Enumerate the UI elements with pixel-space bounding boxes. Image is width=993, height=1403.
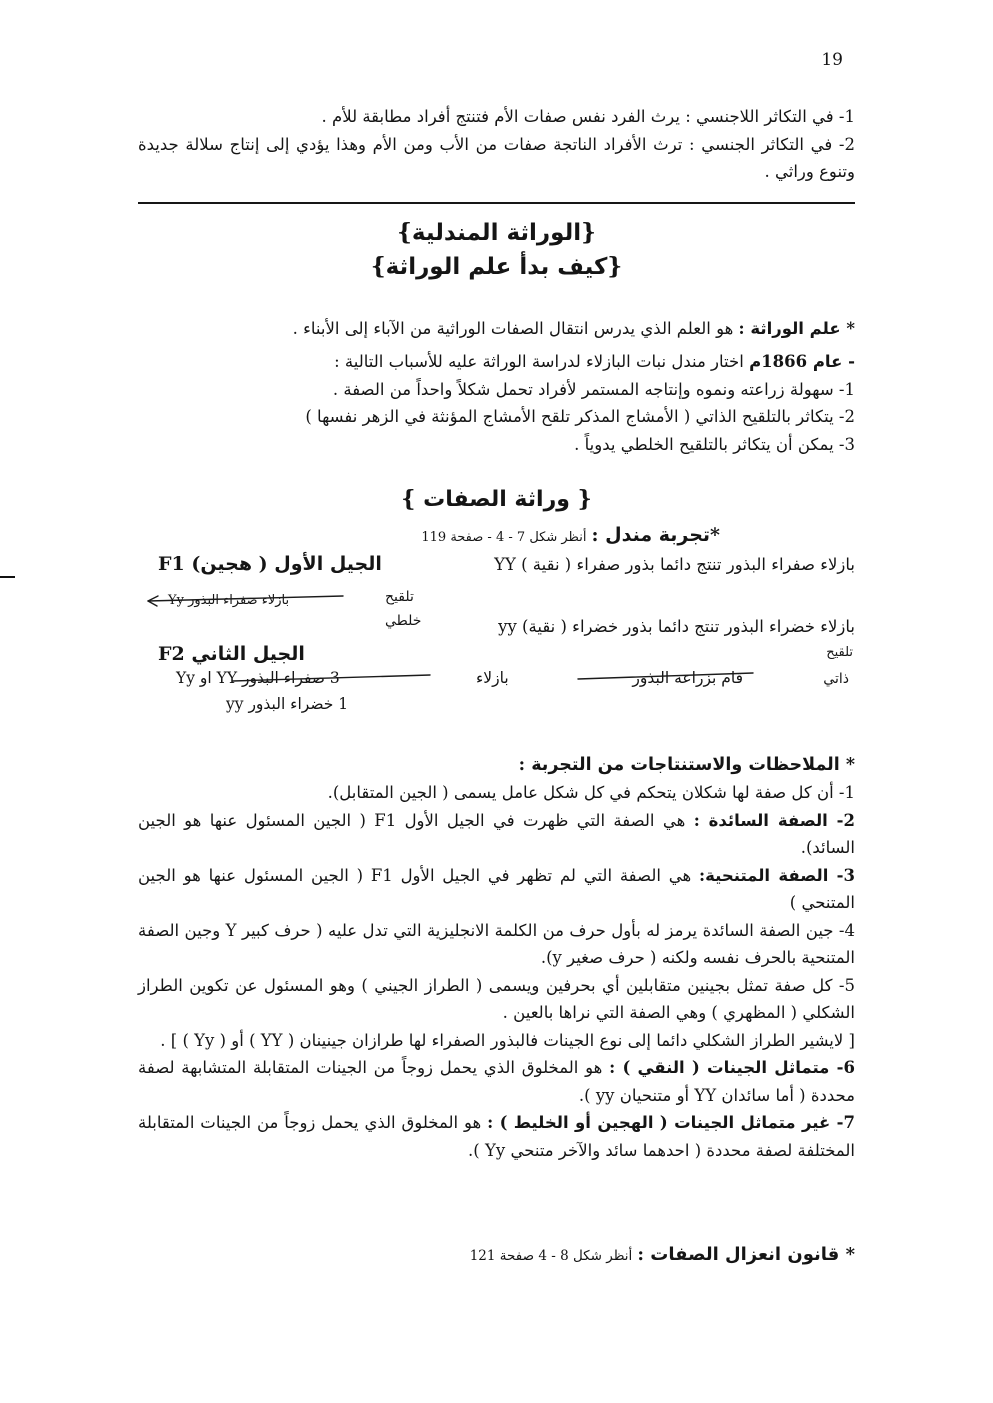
observation-3-recessive-trait bbox=[138, 862, 855, 917]
sexual-reproduction-line: 2- في التكاثر الجنسي : ترث الأفراد الناتجة صفات من الأب ومن الأم وهذا يؤدي إلى إنتاج سلالة جديدة وتنوع وراثي . bbox=[138, 134, 855, 181]
reason-3: 3- يمكن أن يتكاثر بالتلقيح الخلطي يدوياً . bbox=[574, 434, 855, 454]
yellow-seeds-ratio: 3 صفراء البذور YY او Yy bbox=[176, 669, 340, 687]
page-content bbox=[138, 103, 855, 1269]
heading-how-genetics-began: {كيف بدأ علم الوراثة} bbox=[370, 252, 623, 280]
green-seed-pea-line: بازلاء خضراء البذور تنتج دائما بذور خضراء ( نقية) yy bbox=[498, 617, 855, 636]
observation-5: 5- كل صفة تمثل بجينين متقابلين أي بحرفين ويسمى ( الطراز الجيني ) وهو المسئول عن تكوين الطراز الشكلي ( المظهري ) وهي الصفة التي نراها بالعين . bbox=[138, 975, 855, 1022]
yellow-seed-pea-line: بازلاء صفراء البذور تنتج دائما بذور صفراء ( نقية ) YY bbox=[494, 555, 855, 574]
experiment-lead: *تجربة مندل : bbox=[591, 524, 720, 546]
homozygous-text: هو المخلوق الذي يحمل زوجاً من الجينات المتقابلة المتشابهة لصفة محددة ( أما سائدان YY أو متنحيان yy ). bbox=[138, 1058, 855, 1105]
observations-title: * الملاحظات والاستنتاجات من التجربة : bbox=[518, 755, 855, 775]
f1-generation-label: الجيل الأول ( هجين) F1 bbox=[158, 553, 382, 575]
year-lead: - عام 1866م bbox=[749, 352, 855, 371]
observation-4: 4- جين الصفة السائدة يرمز له بأول حرف من الكلمة الانجليزية التي تدل عليه ( حرف كبير Y وجين الصفة المتنحية بالحرف نفسه ولكنه ( حرف صغير y). bbox=[138, 920, 855, 967]
genetics-term: * علم الوراثة : bbox=[738, 318, 855, 338]
strike-arrowhead bbox=[148, 596, 158, 606]
heterozygous-term: 7- غير متماثل الجينات ( الهجين أو الخليط ) : bbox=[487, 1113, 855, 1132]
peas-word: بازلاء bbox=[476, 669, 509, 687]
observation-6-homozygous bbox=[138, 1054, 855, 1109]
figure-reference-121: أنظر شكل 8 - 4 صفحة 121 bbox=[469, 1248, 633, 1264]
observation-1: 1- أن كل صفة لها شكلان يتحكم في كل شكل عامل يسمى ( الجين المتقابل). bbox=[327, 783, 855, 802]
cross-pollination-word-1: تلقيح bbox=[385, 589, 414, 605]
figure-reference-119: أنظر شكل 7 - 4 - صفحة 119 bbox=[421, 530, 587, 545]
year-text: اختار مندل نبات البازلاء لدراسة الوراثة عليه للأسباب التالية : bbox=[334, 352, 750, 371]
recessive-trait-term: 3- الصفة المتنحية: bbox=[698, 865, 855, 885]
green-seeds-ratio: 1 خضراء البذور yy bbox=[226, 695, 349, 713]
planted-seeds-note: قام بزراعة البذور bbox=[632, 669, 743, 687]
homozygous-term: 6- متماثل الجينات ( النقي ) : bbox=[609, 1058, 855, 1077]
crossed-out-note: بازلاء صفراء البذور Yy bbox=[168, 593, 290, 608]
asexual-reproduction-line: 1- في التكاثر اللاجنسي : يرث الفرد نفس صفات الأم فتنتج أفراد مطابقة للأم . bbox=[321, 107, 855, 126]
page-number: 19 bbox=[821, 50, 843, 70]
reason-2: 2- يتكاثر بالتلقيح الذاتي ( الأمشاج المذكر تلقح الأمشاج المؤنثة في الزهر نفسها ) bbox=[305, 407, 855, 426]
genetics-definition bbox=[138, 315, 855, 343]
segregation-law-title bbox=[138, 1242, 855, 1269]
cross-pollination-word-2: خلطي bbox=[385, 613, 422, 629]
genetics-definition-text: هو العلم الذي يدرس انتقال الصفات الوراثية من الآباء إلى الأبناء . bbox=[292, 318, 739, 338]
margin-tick bbox=[0, 576, 15, 578]
reason-1: 1- سهولة زراعته ونموه وإنتاجه المستمر لأفراد تحمل شكلاً واحداً من الصفة . bbox=[332, 379, 855, 399]
dominant-trait-text: هي الصفة التي ظهرت في الجيل الأول F1 ( الجين المسئول عنها هو الجين السائد). bbox=[138, 810, 855, 857]
heterozygous-text: هو المخلوق الذي يحمل زوجاً من الجينات المتقابلة المختلفة لصفة محددة ( احدهما سائد والآخر متنحي Yy ). bbox=[138, 1113, 855, 1160]
dominant-trait-term: 2- الصفة السائدة : bbox=[693, 810, 855, 830]
phenotype-bracket-note: [ لايشير الطراز الشكلي دائما إلى نوع الجينات فالبذور الصفراء لها طرازان جينينان ( YY ) أو ( Yy ) ] . bbox=[160, 1030, 855, 1050]
f2-generation-label: الجيل الثاني F2 bbox=[158, 643, 305, 665]
observation-2-dominant-trait bbox=[138, 807, 855, 862]
self-pollination-word-1: تلقيح bbox=[826, 645, 853, 660]
segregation-law-lead: * قانون انعزال الصفات : bbox=[637, 1244, 855, 1265]
observation-7-heterozygous bbox=[138, 1109, 855, 1164]
recessive-trait-text: هي الصفة التي لم تظهر في الجيل الأول F1 ( الجين المسئول عنها هو الجين المتنحي ) bbox=[138, 865, 855, 912]
heading-trait-inheritance: { وراثة الصفات } bbox=[401, 486, 592, 512]
mendel-experiment-title bbox=[138, 522, 720, 551]
heading-mendelian-genetics: {الوراثة المندلية} bbox=[397, 218, 596, 246]
mendel-experiment-diagram bbox=[138, 553, 855, 743]
year-1866-line bbox=[138, 348, 855, 376]
section-divider bbox=[138, 202, 855, 204]
self-pollination-word-2: ذاتي bbox=[823, 671, 849, 687]
